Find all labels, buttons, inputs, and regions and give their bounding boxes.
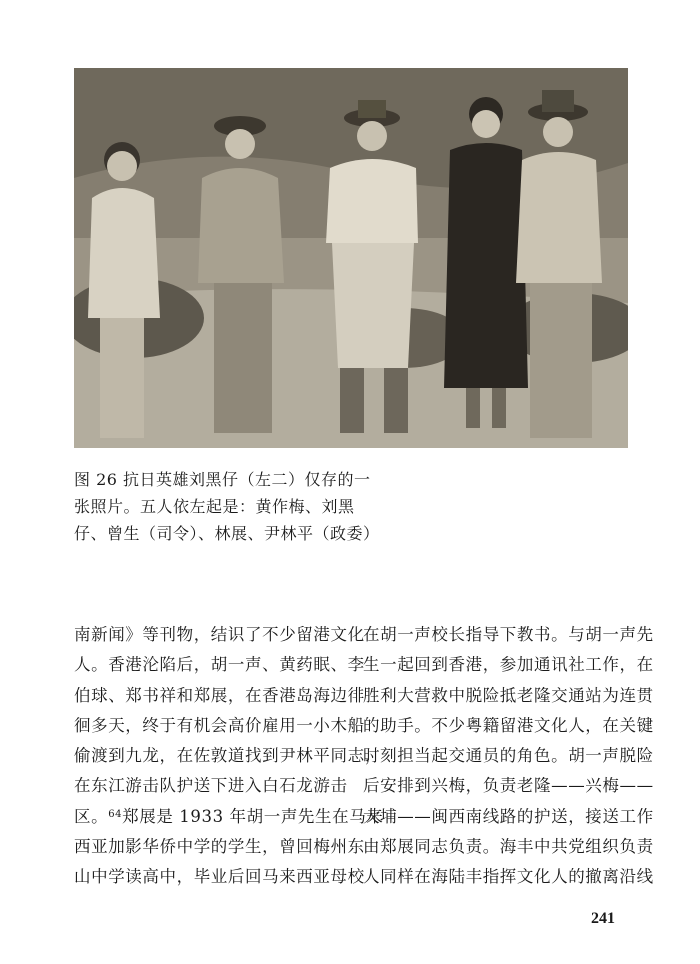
text-line — [74, 802, 384, 832]
text-line: 人。香港沦陷后，胡一声、黄药眠、李 — [74, 655, 365, 675]
text-line: 在东江游击队护送下进入白石龙游击 — [74, 776, 348, 796]
text-fragment: 郑展是 1933 年胡一声先生在马来 — [122, 806, 384, 826]
text-line: 后安排到兴梅，负责老隆——兴梅—— — [363, 776, 654, 796]
text-line: 胜利大营救中脱险抵老隆交通站为连贯 — [363, 685, 654, 705]
text-line: 偷渡到九龙，在佐敦道找到尹林平同志， — [74, 746, 382, 766]
text-line: 生一起回到香港，参加通讯社工作，在 — [363, 655, 654, 675]
text-line: 人同样在海陆丰指挥文化人的撤离沿线 — [363, 867, 654, 887]
text-line: 徊多天，终于有机会高价雇用一小木船 — [74, 715, 365, 735]
text-line: 由郑展同志负责。海丰中共党组织负责 — [363, 837, 654, 857]
text-line: 山中学读高中，毕业后回马来西亚母校 — [74, 867, 365, 887]
text-line: 的助手。不少粤籍留港文化人，在关键 — [363, 715, 654, 735]
text-line: 时刻担当起交通员的角色。胡一声脱险 — [363, 746, 654, 766]
text-line: 大埔——闽西南线路的护送，接送工作 — [363, 806, 654, 826]
text-line: 伯球、郑书祥和郑展，在香港岛海边徘 — [74, 685, 365, 705]
text-line: 西亚加影华侨中学的学生，曾回梅州东 — [74, 837, 365, 857]
body-column-right — [363, 620, 654, 893]
figure-caption: 图 26 抗日英雄刘黑仔（左二）仅存的一张照片。五人依左起是：黄作梅、刘黑仔、曾生（司令）、林展、尹林平（政委） — [74, 470, 380, 543]
body-column-left — [74, 620, 384, 893]
text-line: 南新闻》等刊物，结识了不少留港文化 — [74, 625, 365, 644]
footnote-marker: 64 — [108, 808, 123, 820]
text-fragment: 区。 — [74, 806, 109, 826]
historical-group-photo — [74, 68, 628, 448]
page-number: 241 — [591, 910, 615, 927]
text-line: 在胡一声校长指导下教书。与胡一声先 — [363, 625, 654, 644]
